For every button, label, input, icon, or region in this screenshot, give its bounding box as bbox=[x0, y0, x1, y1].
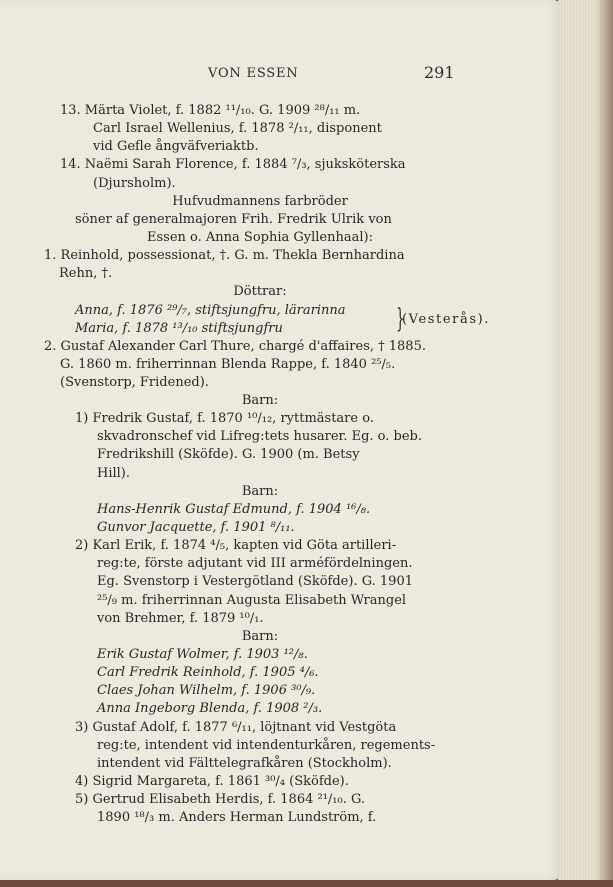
section-heading: Döttrar: bbox=[233, 284, 287, 300]
section-heading: Barn: bbox=[241, 483, 279, 499]
text-line: 2. Gustaf Alexander Carl Thure, chargé d'affaires, † 1885. bbox=[44, 338, 426, 354]
section-heading: Hufvudmannens farbröder bbox=[172, 193, 348, 209]
text-line: söner af generalmajoren Frih. Fredrik Ulrik von bbox=[75, 211, 392, 227]
text-line: Hans-Henrik Gustaf Edmund, f. 1904 ¹⁶/₈. bbox=[97, 501, 371, 517]
text-line: Gunvor Jacquette, f. 1901 ⁸/₁₁. bbox=[97, 519, 295, 535]
text-line: Anna, f. 1876 ²⁹/₇, stiftsjungfru, lärarinna bbox=[75, 302, 346, 318]
text-line: reg:te, förste adjutant vid III arméfördelningen. bbox=[97, 556, 413, 572]
edge-shadow bbox=[596, 0, 613, 887]
text-line: intendent vid Fälttelegrafkåren (Stockholm). bbox=[97, 755, 392, 771]
book-cover-edge bbox=[0, 880, 613, 887]
text-line: Carl Fredrik Reinhold, f. 1905 ⁴/₆. bbox=[97, 665, 319, 681]
running-head: VON ESSEN bbox=[208, 66, 299, 81]
genealogy-text bbox=[44, 102, 490, 827]
text-line: ²⁵/₉ m. friherrinnan Augusta Elisabeth Wrangel bbox=[97, 592, 407, 608]
text-line: Hill). bbox=[97, 465, 131, 481]
text-line: Anna Ingeborg Blenda, f. 1908 ²/₃. bbox=[97, 701, 323, 717]
text-line: (Svenstorp, Fridened). bbox=[60, 374, 209, 390]
text-line: 3) Gustaf Adolf, f. 1877 ⁶/₁₁, löjtnant vid Vestgöta bbox=[75, 719, 397, 735]
text-line: skvadronschef vid Lifreg:tets husarer. Eg. o. beb. bbox=[97, 429, 422, 445]
brace: } bbox=[396, 303, 405, 334]
text-line: Carl Israel Wellenius, f. 1878 ²/₁₁, disponent bbox=[93, 121, 382, 137]
text-line: Rehn, †. bbox=[59, 266, 113, 282]
text-line: G. 1860 m. friherrinnan Blenda Rappe, f. 1840 ²⁵/₅. bbox=[60, 356, 396, 372]
text-line: reg:te, intendent vid intendenturkåren, regements- bbox=[97, 737, 436, 753]
text-line: 4) Sigrid Margareta, f. 1861 ³⁰/₄ (Sköfde). bbox=[75, 773, 349, 789]
text-line: 5) Gertrud Elisabeth Herdis, f. 1864 ²¹/₁₀. G. bbox=[75, 792, 366, 808]
text-line: Claes Johan Wilhelm, f. 1906 ³⁰/₉. bbox=[97, 683, 316, 699]
section-heading: Barn: bbox=[241, 392, 279, 408]
text-line: vid Gefle ångväfveriaktb. bbox=[93, 139, 259, 155]
text-line: Essen o. Anna Sophia Gyllenhaal): bbox=[147, 229, 373, 245]
text-line: 14. Naëmi Sarah Florence, f. 1884 ⁷/₃, sjuksköterska bbox=[60, 157, 406, 173]
text-line: 1890 ¹⁸/₃ m. Anders Herman Lundström, f. bbox=[97, 810, 377, 826]
page-header bbox=[0, 63, 560, 86]
text-line: 1) Fredrik Gustaf, f. 1870 ¹⁰/₁₂, ryttmästare o. bbox=[75, 411, 374, 427]
section-heading: Barn: bbox=[241, 628, 279, 644]
text-line: Fredrikshill (Sköfde). G. 1900 (m. Betsy bbox=[97, 447, 360, 463]
text-line: 13. Märta Violet, f. 1882 ¹¹/₁₀. G. 1909 ²⁸/₁₁ m. bbox=[60, 103, 361, 118]
text-line: (Vesterås). bbox=[402, 311, 490, 327]
text-line: Eg. Svenstorp i Vestergötland (Sköfde). G. 1901 bbox=[97, 574, 413, 590]
text-line: Maria, f. 1878 ¹³/₁₀ stiftsjungfru bbox=[75, 320, 283, 336]
text-line: von Brehmer, f. 1879 ¹⁰/₁. bbox=[97, 610, 264, 626]
text-line: Erik Gustaf Wolmer, f. 1903 ¹²/₈. bbox=[97, 646, 308, 662]
text-line: 2) Karl Erik, f. 1874 ⁴/₅, kapten vid Göta artilleri- bbox=[75, 538, 397, 554]
text-line: 1. Reinhold, possessionat, †. G. m. Thekla Bernhardina bbox=[44, 248, 405, 264]
page-number: 291 bbox=[424, 63, 455, 82]
daughters-group bbox=[60, 302, 490, 338]
text-line: (Djursholm). bbox=[93, 175, 176, 191]
